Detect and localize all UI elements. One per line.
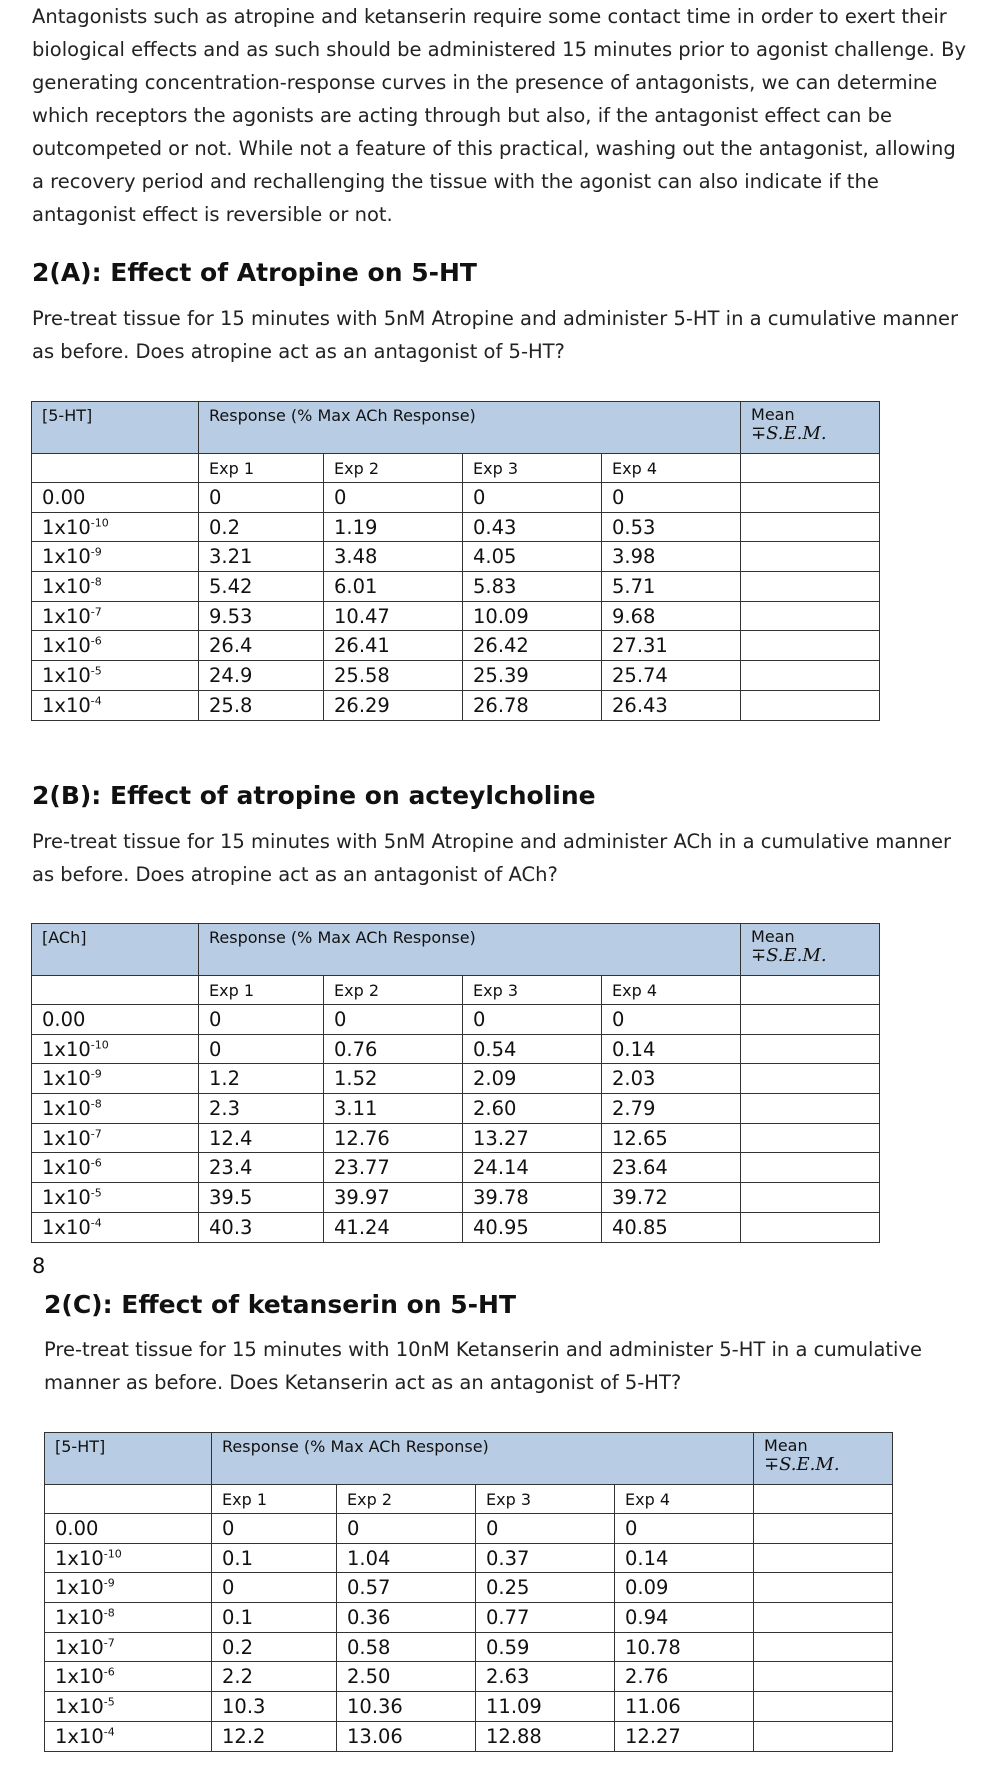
table-row (45, 1632, 893, 1662)
table-row (45, 1573, 893, 1603)
agonist-column-header: [5-HT] (32, 402, 199, 454)
response-value-cell: 41.24 (324, 1212, 463, 1242)
response-value-cell: 1.52 (324, 1064, 463, 1094)
response-value-cell: 0.53 (602, 512, 741, 542)
mean-sem-cell[interactable] (754, 1721, 893, 1751)
response-value-cell: 5.71 (602, 572, 741, 602)
response-value-cell: 12.2 (212, 1721, 337, 1751)
table-row (45, 1721, 893, 1751)
mean-sem-column-header (741, 402, 880, 454)
table-row (45, 1692, 893, 1722)
mean-sem-cell[interactable] (741, 1064, 880, 1094)
table-row (32, 1034, 880, 1064)
concentration-exponent: -5 (90, 664, 102, 678)
concentration-cell (32, 1005, 199, 1035)
mean-sem-cell[interactable] (741, 572, 880, 602)
response-value-cell: 10.78 (615, 1632, 754, 1662)
section-a-description: Pre-treat tissue for 15 minutes with 5nM Atropine and administer 5-HT in a cumulative manner as before. Does atropine act as an antagonist of 5-HT? (32, 307, 959, 363)
concentration-base: 1x10 (55, 1576, 104, 1600)
concentration-cell (32, 1153, 199, 1183)
concentration-cell (45, 1603, 212, 1633)
response-value-cell: 26.43 (602, 690, 741, 720)
experiment-label: Exp 3 (463, 976, 602, 1005)
concentration-exponent: -4 (90, 1216, 102, 1230)
response-value-cell: 3.11 (324, 1094, 463, 1124)
response-value-cell: 10.47 (324, 601, 463, 631)
response-value-cell: 0.76 (324, 1034, 463, 1064)
response-value-cell: 3.21 (199, 542, 324, 572)
experiment-label: Exp 2 (337, 1485, 476, 1514)
experiment-label: Exp 4 (602, 976, 741, 1005)
mean-label: Mean (751, 927, 795, 946)
table-row (32, 512, 880, 542)
table-row (45, 1543, 893, 1573)
mean-sem-cell[interactable] (741, 661, 880, 691)
mean-sem-column-header (741, 924, 880, 976)
mean-sem-cell[interactable] (741, 1005, 880, 1035)
concentration-cell (32, 512, 199, 542)
concentration-cell (32, 690, 199, 720)
concentration-cell (32, 1094, 199, 1124)
concentration-base: 1x10 (42, 1067, 91, 1091)
concentration-cell (32, 483, 199, 513)
concentration-base: 0.00 (42, 485, 86, 509)
concentration-base: 0.00 (42, 1007, 86, 1031)
response-value-cell: 13.06 (337, 1721, 476, 1751)
response-value-cell: 0 (199, 1005, 324, 1035)
response-value-cell: 0.59 (476, 1632, 615, 1662)
experiment-label: Exp 4 (615, 1485, 754, 1514)
response-value-cell: 2.50 (337, 1662, 476, 1692)
response-column-header: Response (% Max ACh Response) (199, 402, 741, 454)
concentration-cell (45, 1514, 212, 1544)
mean-label: Mean (751, 405, 795, 424)
concentration-exponent: -6 (103, 1665, 115, 1679)
concentration-base: 1x10 (42, 1215, 91, 1239)
response-value-cell: 0.2 (212, 1632, 337, 1662)
concentration-base: 1x10 (55, 1546, 104, 1570)
experiment-label: Exp 1 (212, 1485, 337, 1514)
response-value-cell: 0.1 (212, 1603, 337, 1633)
response-value-cell: 0.94 (615, 1603, 754, 1633)
sem-label: ∓S.E.M. (751, 945, 827, 966)
response-value-cell: 26.4 (199, 631, 324, 661)
response-value-cell: 2.03 (602, 1064, 741, 1094)
table-row (32, 631, 880, 661)
response-value-cell: 0 (337, 1514, 476, 1544)
concentration-base: 1x10 (42, 634, 91, 658)
response-value-cell: 5.42 (199, 572, 324, 602)
response-value-cell: 0 (324, 1005, 463, 1035)
concentration-cell (32, 601, 199, 631)
concentration-base: 1x10 (42, 1156, 91, 1180)
concentration-base: 1x10 (42, 1096, 91, 1120)
table-row (32, 661, 880, 691)
agonist-column-header: [ACh] (32, 924, 199, 976)
table-row (32, 1123, 880, 1153)
response-value-cell: 40.85 (602, 1212, 741, 1242)
table-row (45, 1662, 893, 1692)
section-c-description: Pre-treat tissue for 15 minutes with 10nM Ketanserin and administer 5-HT in a cumulative manner as before. Does Ketanserin act as an antagonist of 5-HT? (44, 1338, 922, 1394)
agonist-column-header: [5-HT] (45, 1433, 212, 1485)
experiment-label: Exp 3 (463, 454, 602, 483)
empty-cell (32, 454, 199, 483)
concentration-exponent: -4 (103, 1725, 115, 1739)
section-a-table (31, 401, 880, 721)
response-value-cell: 25.8 (199, 690, 324, 720)
section-c-table (44, 1432, 893, 1752)
response-value-cell: 24.14 (463, 1153, 602, 1183)
response-value-cell: 39.78 (463, 1183, 602, 1213)
concentration-cell (32, 1034, 199, 1064)
response-value-cell: 23.4 (199, 1153, 324, 1183)
concentration-base: 1x10 (42, 693, 91, 717)
response-value-cell: 0 (212, 1514, 337, 1544)
concentration-base: 1x10 (42, 515, 91, 539)
response-value-cell: 10.36 (337, 1692, 476, 1722)
response-value-cell: 1.19 (324, 512, 463, 542)
table-row (32, 1094, 880, 1124)
response-value-cell: 25.58 (324, 661, 463, 691)
table-row (32, 1153, 880, 1183)
mean-sem-cell[interactable] (741, 542, 880, 572)
response-value-cell: 0.37 (476, 1543, 615, 1573)
concentration-base: 1x10 (55, 1605, 104, 1629)
mean-sem-cell[interactable] (741, 1094, 880, 1124)
response-value-cell: 25.74 (602, 661, 741, 691)
response-value-cell: 25.39 (463, 661, 602, 691)
response-value-cell: 5.83 (463, 572, 602, 602)
response-column-header: Response (% Max ACh Response) (199, 924, 741, 976)
mean-sem-cell[interactable] (754, 1514, 893, 1544)
mean-sem-cell[interactable] (754, 1573, 893, 1603)
response-value-cell: 1.2 (199, 1064, 324, 1094)
concentration-exponent: -7 (103, 1636, 115, 1650)
experiment-label: Exp 2 (324, 454, 463, 483)
mean-sem-cell[interactable] (754, 1692, 893, 1722)
response-value-cell: 0.09 (615, 1573, 754, 1603)
response-value-cell: 0.77 (476, 1603, 615, 1633)
mean-sem-cell[interactable] (754, 1632, 893, 1662)
concentration-exponent: -6 (90, 1156, 102, 1170)
response-value-cell: 40.95 (463, 1212, 602, 1242)
response-value-cell: 26.41 (324, 631, 463, 661)
table-row (32, 1064, 880, 1094)
response-value-cell: 0.54 (463, 1034, 602, 1064)
section-b-title: 2(B): Effect of atropine on acteylcholine (32, 781, 596, 810)
response-value-cell: 9.68 (602, 601, 741, 631)
concentration-base: 1x10 (42, 604, 91, 628)
experiment-label: Exp 3 (476, 1485, 615, 1514)
response-value-cell: 0.2 (199, 512, 324, 542)
mean-sem-cell (754, 1485, 893, 1514)
response-value-cell: 0 (199, 483, 324, 513)
response-value-cell: 12.65 (602, 1123, 741, 1153)
response-column-header: Response (% Max ACh Response) (212, 1433, 754, 1485)
concentration-cell (45, 1692, 212, 1722)
response-value-cell: 0.57 (337, 1573, 476, 1603)
concentration-cell (32, 572, 199, 602)
response-value-cell: 26.29 (324, 690, 463, 720)
response-value-cell: 2.3 (199, 1094, 324, 1124)
concentration-exponent: -4 (90, 694, 102, 708)
concentration-cell (32, 1183, 199, 1213)
response-value-cell: 0.36 (337, 1603, 476, 1633)
section-c-title: 2(C): Effect of ketanserin on 5-HT (44, 1290, 516, 1319)
sem-label: ∓S.E.M. (751, 423, 827, 444)
mean-sem-cell[interactable] (741, 1183, 880, 1213)
response-value-cell: 12.4 (199, 1123, 324, 1153)
response-value-cell: 1.04 (337, 1543, 476, 1573)
concentration-base: 1x10 (42, 1037, 91, 1061)
response-value-cell: 11.09 (476, 1692, 615, 1722)
concentration-exponent: -6 (90, 634, 102, 648)
table-row (32, 1212, 880, 1242)
section-b-table (31, 923, 880, 1243)
concentration-cell (32, 631, 199, 661)
concentration-exponent: -7 (90, 1127, 102, 1141)
response-value-cell: 10.09 (463, 601, 602, 631)
response-value-cell: 9.53 (199, 601, 324, 631)
mean-label: Mean (764, 1436, 808, 1455)
mean-sem-cell[interactable] (754, 1543, 893, 1573)
concentration-exponent: -7 (90, 605, 102, 619)
mean-sem-cell[interactable] (741, 690, 880, 720)
concentration-cell (32, 1123, 199, 1153)
concentration-exponent: -5 (90, 1186, 102, 1200)
response-value-cell: 24.9 (199, 661, 324, 691)
concentration-exponent: -9 (103, 1576, 115, 1590)
concentration-base: 1x10 (42, 574, 91, 598)
response-value-cell: 10.3 (212, 1692, 337, 1722)
concentration-exponent: -10 (90, 516, 109, 530)
response-value-cell: 0 (615, 1514, 754, 1544)
response-value-cell: 2.63 (476, 1662, 615, 1692)
experiment-label: Exp 4 (602, 454, 741, 483)
response-value-cell: 0.58 (337, 1632, 476, 1662)
response-value-cell: 2.2 (212, 1662, 337, 1692)
concentration-exponent: -10 (103, 1547, 122, 1561)
concentration-cell (45, 1632, 212, 1662)
concentration-cell (32, 1212, 199, 1242)
response-value-cell: 0 (199, 1034, 324, 1064)
mean-sem-cell[interactable] (754, 1662, 893, 1692)
concentration-base: 1x10 (42, 545, 91, 569)
response-value-cell: 2.60 (463, 1094, 602, 1124)
concentration-exponent: -9 (90, 1067, 102, 1081)
response-value-cell: 0.43 (463, 512, 602, 542)
response-value-cell: 2.76 (615, 1662, 754, 1692)
response-value-cell: 11.06 (615, 1692, 754, 1722)
response-value-cell: 13.27 (463, 1123, 602, 1153)
table-row (32, 542, 880, 572)
mean-sem-column-header (754, 1433, 893, 1485)
response-value-cell: 0 (476, 1514, 615, 1544)
response-value-cell: 0 (212, 1573, 337, 1603)
mean-sem-cell[interactable] (741, 483, 880, 513)
response-value-cell: 2.79 (602, 1094, 741, 1124)
response-value-cell: 3.98 (602, 542, 741, 572)
concentration-exponent: -8 (90, 1097, 102, 1111)
section-a-title: 2(A): Effect of Atropine on 5-HT (32, 258, 477, 287)
mean-sem-cell[interactable] (741, 1123, 880, 1153)
mean-sem-cell[interactable] (741, 1212, 880, 1242)
mean-sem-cell[interactable] (741, 631, 880, 661)
concentration-base: 0.00 (55, 1516, 99, 1540)
page-number: 8 (32, 1254, 46, 1278)
response-value-cell: 39.5 (199, 1183, 324, 1213)
response-value-cell: 12.88 (476, 1721, 615, 1751)
table-row (32, 601, 880, 631)
mean-sem-cell[interactable] (741, 1034, 880, 1064)
concentration-exponent: -9 (90, 545, 102, 559)
intro-paragraph: Antagonists such as atropine and ketanserin require some contact time in order to exert their biological effects and as such should be administered 15 minutes prior to agonist challenge. By generating concentration-response curves in the presence of antagonists, we can determine which receptors the agonists are acting through but also, if the antagonist effect can be outcompeted or not. While not a feature of this practical, washing out the antagonist, allowing a recovery period and rechallenging the tissue with the agonist can also indicate if the antagonist effect is reversible or not. (32, 5, 966, 226)
table-row (32, 1005, 880, 1035)
response-value-cell: 0.1 (212, 1543, 337, 1573)
empty-cell (45, 1485, 212, 1514)
experiment-label: Exp 2 (324, 976, 463, 1005)
response-value-cell: 6.01 (324, 572, 463, 602)
response-value-cell: 40.3 (199, 1212, 324, 1242)
empty-cell (32, 976, 199, 1005)
table-row (32, 483, 880, 513)
concentration-exponent: -8 (90, 575, 102, 589)
response-value-cell: 0.14 (615, 1543, 754, 1573)
concentration-cell (32, 542, 199, 572)
table-row (32, 690, 880, 720)
response-value-cell: 23.77 (324, 1153, 463, 1183)
concentration-base: 1x10 (55, 1635, 104, 1659)
concentration-cell (45, 1573, 212, 1603)
response-value-cell: 39.97 (324, 1183, 463, 1213)
table-row (45, 1514, 893, 1544)
response-value-cell: 0.14 (602, 1034, 741, 1064)
response-value-cell: 26.78 (463, 690, 602, 720)
concentration-exponent: -8 (103, 1606, 115, 1620)
concentration-base: 1x10 (42, 1185, 91, 1209)
concentration-cell (32, 1064, 199, 1094)
mean-sem-cell[interactable] (741, 601, 880, 631)
sem-label: ∓S.E.M. (764, 1454, 840, 1475)
response-value-cell: 23.64 (602, 1153, 741, 1183)
experiment-label: Exp 1 (199, 454, 324, 483)
concentration-base: 1x10 (55, 1724, 104, 1748)
concentration-base: 1x10 (42, 1126, 91, 1150)
concentration-base: 1x10 (42, 663, 91, 687)
concentration-cell (32, 661, 199, 691)
concentration-cell (45, 1662, 212, 1692)
mean-sem-cell (741, 976, 880, 1005)
mean-sem-cell[interactable] (741, 1153, 880, 1183)
concentration-exponent: -5 (103, 1695, 115, 1709)
concentration-base: 1x10 (55, 1665, 104, 1689)
table-row (32, 572, 880, 602)
concentration-base: 1x10 (55, 1694, 104, 1718)
concentration-exponent: -10 (90, 1038, 109, 1052)
response-value-cell: 26.42 (463, 631, 602, 661)
concentration-cell (45, 1543, 212, 1573)
table-row (32, 1183, 880, 1213)
mean-sem-cell (741, 454, 880, 483)
response-value-cell: 39.72 (602, 1183, 741, 1213)
table-row (45, 1603, 893, 1633)
section-b-description: Pre-treat tissue for 15 minutes with 5nM Atropine and administer ACh in a cumulative manner as before. Does atropine act as an antagonist of ACh? (32, 830, 952, 886)
response-value-cell: 0 (463, 1005, 602, 1035)
response-value-cell: 2.09 (463, 1064, 602, 1094)
experiment-label: Exp 1 (199, 976, 324, 1005)
response-value-cell: 27.31 (602, 631, 741, 661)
response-value-cell: 0 (602, 483, 741, 513)
mean-sem-cell[interactable] (741, 512, 880, 542)
response-value-cell: 12.27 (615, 1721, 754, 1751)
concentration-cell (45, 1721, 212, 1751)
response-value-cell: 0.25 (476, 1573, 615, 1603)
response-value-cell: 3.48 (324, 542, 463, 572)
response-value-cell: 4.05 (463, 542, 602, 572)
response-value-cell: 0 (602, 1005, 741, 1035)
response-value-cell: 12.76 (324, 1123, 463, 1153)
response-value-cell: 0 (463, 483, 602, 513)
response-value-cell: 0 (324, 483, 463, 513)
mean-sem-cell[interactable] (754, 1603, 893, 1633)
